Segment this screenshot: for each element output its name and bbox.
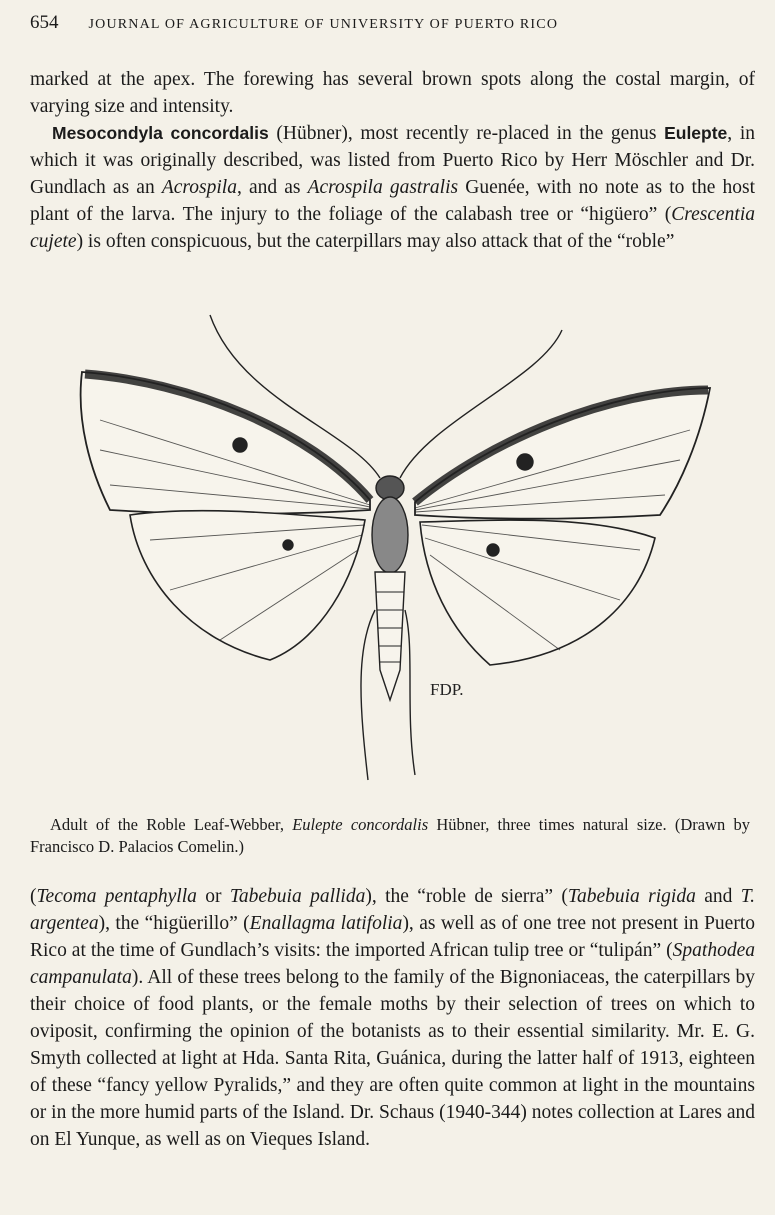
paragraph-3-text-6: ). All of these trees belong to the family of the Bignoniaceas, the caterpillars by their choice of food plants, or the female moths by their selection of trees on which to oviposit, confirming the opinion of the botanists as to their essential similarity. Mr. E. G. Smyth collected at light at Hda. Santa Rita, Guánica, during the latter half of 1913, eighteen of these “fancy yellow Pyralids,” and they are often quite common at light in the mountains or in the more humid parts of the Island. Dr. Schaus (1940-344) notes collection at Lares and on El Yunque, as well as on Vieques Island. [30,967,755,1150]
paragraph-2-text-3: , and as [236,177,308,198]
paragraph-3-italic-2: Tabebuia pallida [229,886,366,907]
artist-signature: FDP. [430,680,464,699]
running-title: JOURNAL OF AGRICULTURE OF UNIVERSITY OF PUERTO RICO [88,17,559,32]
left-forewing [81,372,370,514]
moth-thorax [372,497,408,573]
paragraph-2-text-1: (Hübner), most recently re-placed in the genus [268,123,665,144]
taxon-name: Mesocondyla concordalis [52,123,269,143]
right-forewing [415,388,710,519]
paragraph-3-text-4: ), the “higüerillo” ( [98,913,250,934]
paragraph-1 [30,66,755,120]
caption-text-2: Hübner, three times natural size. (Drawn by Francisco D. Palacios Comelin.) [30,815,750,856]
paragraph-2-italic-2: Acrospila gastralis [307,177,459,198]
paragraph-2 [30,120,755,255]
caption-text-1: Adult of the Roble Leaf-Webber, [50,815,293,834]
paragraph-3-text-3: and [695,886,741,907]
paragraph-3-text-2: ), the “roble de sierra” ( [365,886,568,907]
paragraph-2-text-5: ) is often conspicuous, but the caterpillars may also attack that of the “roble” [76,231,675,252]
left-leg [361,610,375,780]
paragraph-3-text-0: ( [30,886,37,907]
paragraph-3-text-1: or [196,886,230,907]
paragraph-2-italic-3: Crescentia cujete [30,204,755,252]
caption-species: Eulepte concordalis [292,815,429,834]
running-header [30,12,750,42]
paragraph-3-italic-5: Enallagma latifolia [249,913,403,934]
paragraph-3-italic-4: T. argentea [30,886,755,934]
paragraph-2-italic-1: Acrospila [161,177,237,198]
paragraph-2-text-2: , in which it was originally described, was listed from Puerto Rico by Herr Möschler and Dr. Gundlach as an [30,123,755,198]
page-number: 654 [30,12,59,33]
moth-illustration [70,310,730,790]
figure-caption [30,814,750,858]
paragraph-3-text-5: ), as well as of one tree not present in Puerto Rico at the time of Gundlach’s visits: the imported African tulip tree or “tulipán” ( [30,913,755,961]
paragraph-1-text: marked at the apex. The forewing has several brown spots along the costal margin, of varying size and intensity. [30,69,755,117]
paragraph-2-text-4: Guenée, with no note as to the host plant of the larva. The injury to the foliage of the calabash tree or “higüero” ( [30,177,756,225]
paragraph-3-italic-3: Tabebuia rigida [567,886,696,907]
genus-name: Eulepte [664,123,728,143]
moth-abdomen [375,572,405,700]
paragraph-3 [30,883,755,1153]
paragraph-3-italic-6: Spathodea campanulata [30,940,755,988]
right-leg [405,610,415,775]
right-hindwing [420,520,655,665]
paragraph-3-italic-1: Tecoma pentaphylla [36,886,197,907]
